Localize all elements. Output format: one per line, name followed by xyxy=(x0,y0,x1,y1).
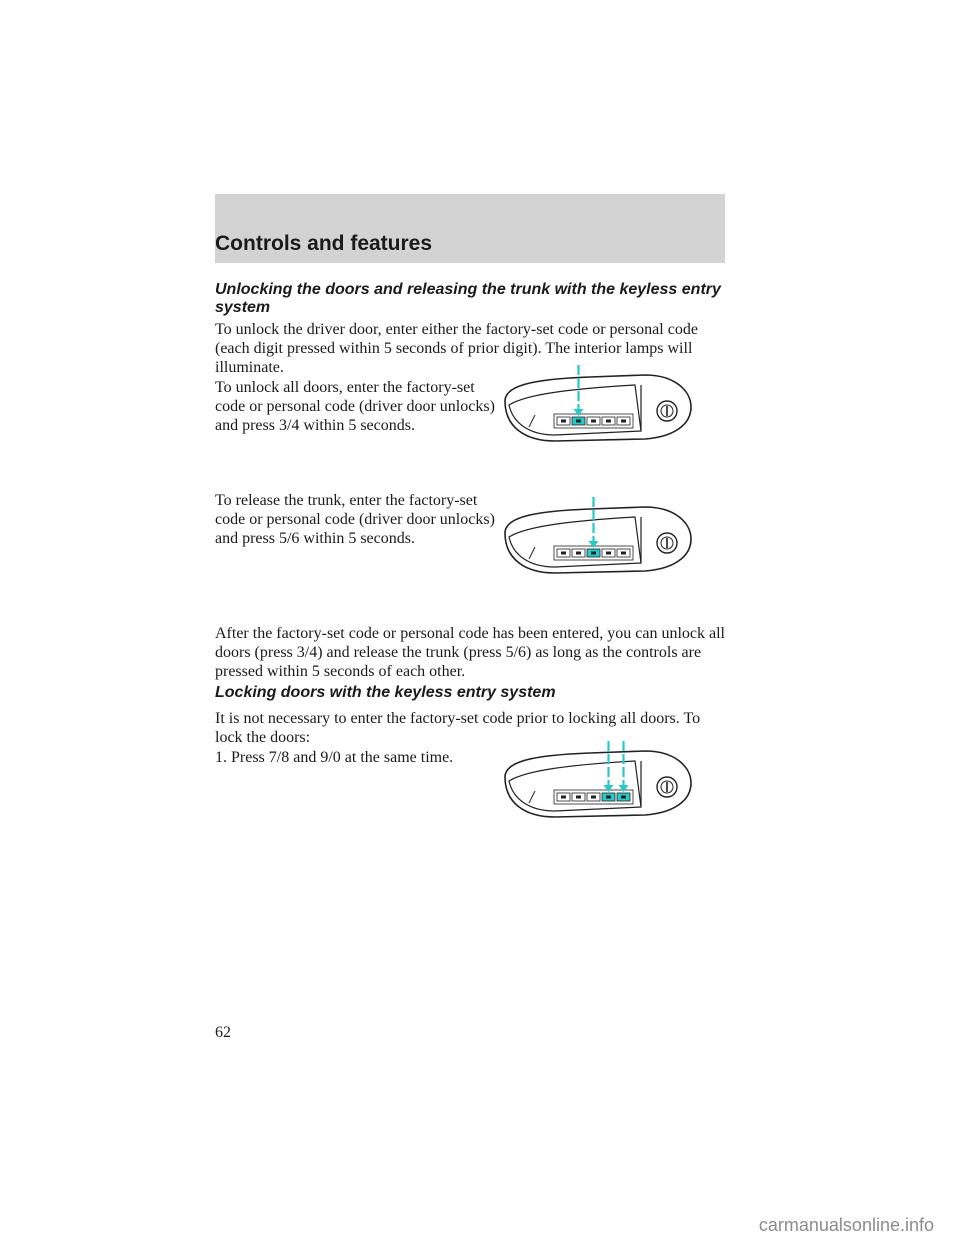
unlock-intro-paragraph: To unlock the driver door, enter either the factory-set code or personal code (each digit pressed within 5 seconds of prior digit). The interior lamps will illuminate. xyxy=(215,321,698,376)
keypad-button-dot-4 xyxy=(606,420,611,423)
release-trunk-paragraph: To release the trunk, enter the factory-set code or personal code (driver door unlocks) and press 5/6 within 5 seconds. xyxy=(215,492,495,547)
unlock-heading-line1: Unlocking the doors and releasing the trunk with the keyless entry xyxy=(215,281,721,298)
keypad-button-dot-1 xyxy=(561,420,566,423)
lock-step-1: 1. Press 7/8 and 9/0 at the same time. xyxy=(215,749,454,766)
unlock-heading-line2: system xyxy=(215,299,271,316)
keypad-button-dot-1 xyxy=(561,796,566,799)
keypad-button-dot-4 xyxy=(606,796,611,799)
unlock-heading xyxy=(215,281,721,317)
keypad-button-dot-3 xyxy=(591,552,596,555)
keypad-button-dot-1 xyxy=(561,552,566,555)
door-handle-keypad-figure-unlock-all xyxy=(495,365,695,445)
keypad-button-dot-5 xyxy=(621,796,626,799)
page-title: Controls and features xyxy=(215,232,433,255)
keypad-button-dot-5 xyxy=(621,420,626,423)
keypad-button-dot-4 xyxy=(606,552,611,555)
door-handle-keypad-figure-trunk xyxy=(495,497,695,577)
keypad-button-dot-2 xyxy=(576,796,581,799)
watermark: carmanualsonline.info xyxy=(758,1215,934,1235)
keypad-button-dot-5 xyxy=(621,552,626,555)
page-number: 62 xyxy=(215,1024,231,1041)
keypad-button-dot-2 xyxy=(576,420,581,423)
unlock-all-doors-paragraph: To unlock all doors, enter the factory-set code or personal code (driver door unlocks) and press 3/4 within 5 seconds. xyxy=(215,379,495,434)
keypad-button-dot-3 xyxy=(591,796,596,799)
lock-intro-paragraph: It is not necessary to enter the factory-set code prior to locking all doors. To lock the doors: xyxy=(215,710,701,746)
lock-heading: Locking doors with the keyless entry system xyxy=(215,684,556,701)
combined-unlock-paragraph: After the factory-set code or personal code has been entered, you can unlock all doors (press 3/4) and release the trunk (press 5/6) as long as the controls are pressed within 5 seconds of each other. xyxy=(215,625,725,680)
door-handle-keypad-figure-lock xyxy=(495,741,695,821)
keypad-button-dot-2 xyxy=(576,552,581,555)
keypad-button-dot-3 xyxy=(591,420,596,423)
